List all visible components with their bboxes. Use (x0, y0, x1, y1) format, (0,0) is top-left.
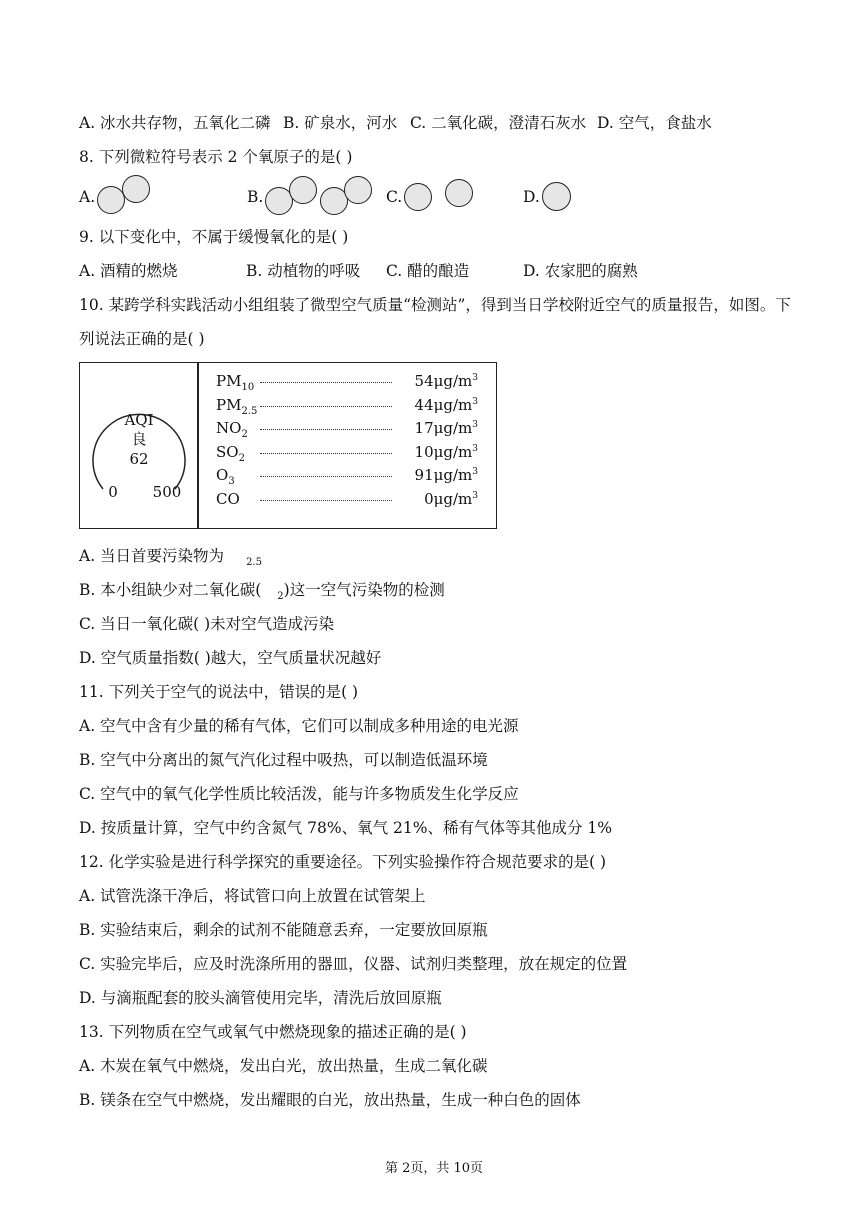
aqi-scale-min: 0 (108, 483, 118, 501)
pollutant-name: $PM_{10}$ (216, 372, 255, 393)
pollutant-name: $SO_2$ (216, 442, 245, 464)
dotted-leader (260, 429, 392, 430)
pollutant-name: CO (216, 489, 240, 508)
aqi-label: AQI (124, 411, 154, 429)
q10-option-b: B. 本小组缺少对二氧化碳( $_2$)这一空气污染物的检测 (79, 581, 445, 602)
q8-option-a-label: A. (79, 188, 96, 206)
q9-option-c: C. 醋的酿造 (386, 262, 470, 280)
q9-option-d: D. 农家肥的腐熟 (523, 262, 638, 280)
q7-option-b: B. 矿泉水，河水 (283, 114, 398, 132)
q8-stem: 8. 下列微粒符号表示 2 个氧原子的是( ) (79, 148, 353, 166)
q11-option-c: C. 空气中的氧气化学性质比较活泼，能与许多物质发生化学反应 (79, 785, 519, 803)
q9-option-b: B. 动植物的呼吸 (246, 262, 361, 280)
q7-option-a: A. 冰水共存物，五氧化二磷 (79, 114, 271, 132)
dotted-leader (260, 382, 392, 383)
q10-option-a: A. 当日首要污染物为 $_{2.5}$ (79, 547, 262, 568)
aqi-level: 良 (131, 430, 147, 448)
q8-option-d-label: D. (523, 188, 540, 206)
q12-option-a: A. 试管洗涤干净后，将试管口向上放置在试管架上 (79, 887, 426, 905)
q13-option-a: A. 木炭在氧气中燃烧，发出白光，放出热量，生成二氧化碳 (79, 1057, 488, 1075)
q10-option-c: C. 当日一氧化碳( )未对空气造成污染 (79, 615, 335, 633)
pollutant-name: $NO_2$ (216, 419, 248, 440)
q9-option-a: A. 酒精的燃烧 (79, 262, 178, 280)
q11-option-a: A. 空气中含有少量的稀有气体，它们可以制成多种用途的电光源 (79, 717, 519, 735)
q9-stem: 9. 以下变化中，不属于缓慢氧化的是( ) (79, 228, 349, 246)
q8-option-c-label: C. (386, 188, 403, 206)
q10-option-d: D. 空气质量指数( )越大，空气质量状况越好 (79, 649, 382, 667)
pollutant-name: $O_3$ (216, 466, 235, 487)
pollutant-value: $17\mu g/m^3$ (414, 419, 478, 437)
q13-stem: 13. 下列物质在空气或氧气中燃烧现象的描述正确的是( ) (79, 1023, 467, 1041)
q7-option-c: C. 二氧化碳，澄清石灰水 (410, 114, 587, 132)
dotted-leader (260, 500, 392, 501)
pollutant-value: $10\mu g/m^3$ (414, 442, 478, 461)
dotted-leader (260, 476, 392, 477)
q10-stem-line1: 10. 某跨学科实践活动小组组装了微型空气质量“检测站”，得到当日学校附近空气的质量报告，如图。下 (79, 296, 791, 314)
q12-stem: 12. 化学实验是进行科学探究的重要途径。下列实验操作符合规范要求的是( ) (79, 853, 607, 871)
q11-stem: 11. 下列关于空气的说法中，错误的是( ) (79, 683, 359, 701)
pollutant-value: $0\mu g/m^3$ (424, 489, 478, 508)
q12-option-c: C. 实验完毕后，应及时洗涤所用的器皿，仪器、试剂归类整理，放在规定的位置 (79, 955, 628, 973)
q11-option-d: D. 按质量计算，空气中约含氮气 78%、氧气 21%、稀有气体等其他成分 1% (79, 819, 613, 837)
pollutant-value: $44\mu g/m^3$ (414, 395, 478, 414)
dotted-leader (260, 406, 392, 407)
q12-option-d: D. 与滴瓶配套的胶头滴管使用完毕，清洗后放回原瓶 (79, 989, 442, 1007)
q7-option-d: D. 空气，食盐水 (597, 114, 712, 132)
aqi-scale-max: 500 (152, 483, 182, 501)
air-quality-report (79, 362, 497, 529)
report-divider (197, 363, 199, 528)
q12-option-b: B. 实验结束后，剩余的试剂不能随意丢弃，一定要放回原瓶 (79, 921, 488, 939)
q11-option-b: B. 空气中分离出的氮气汽化过程中吸热，可以制造低温环境 (79, 751, 488, 769)
page-footer: 第 2页，共 10页 (384, 1161, 484, 1176)
q13-option-b: B. 镁条在空气中燃烧，发出耀眼的白光，放出热量，生成一种白色的固体 (79, 1091, 581, 1109)
q10-stem-line2: 列说法正确的是( ) (79, 330, 205, 348)
pollutant-value: $54\mu g/m^3$ (414, 372, 478, 390)
q8-option-b-label: B. (247, 188, 264, 206)
pollutant-value: $91\mu g/m^3$ (414, 466, 478, 484)
dotted-leader (260, 453, 392, 454)
pollutant-name: $PM_{2.5}$ (216, 395, 258, 417)
aqi-value: 62 (129, 450, 149, 468)
